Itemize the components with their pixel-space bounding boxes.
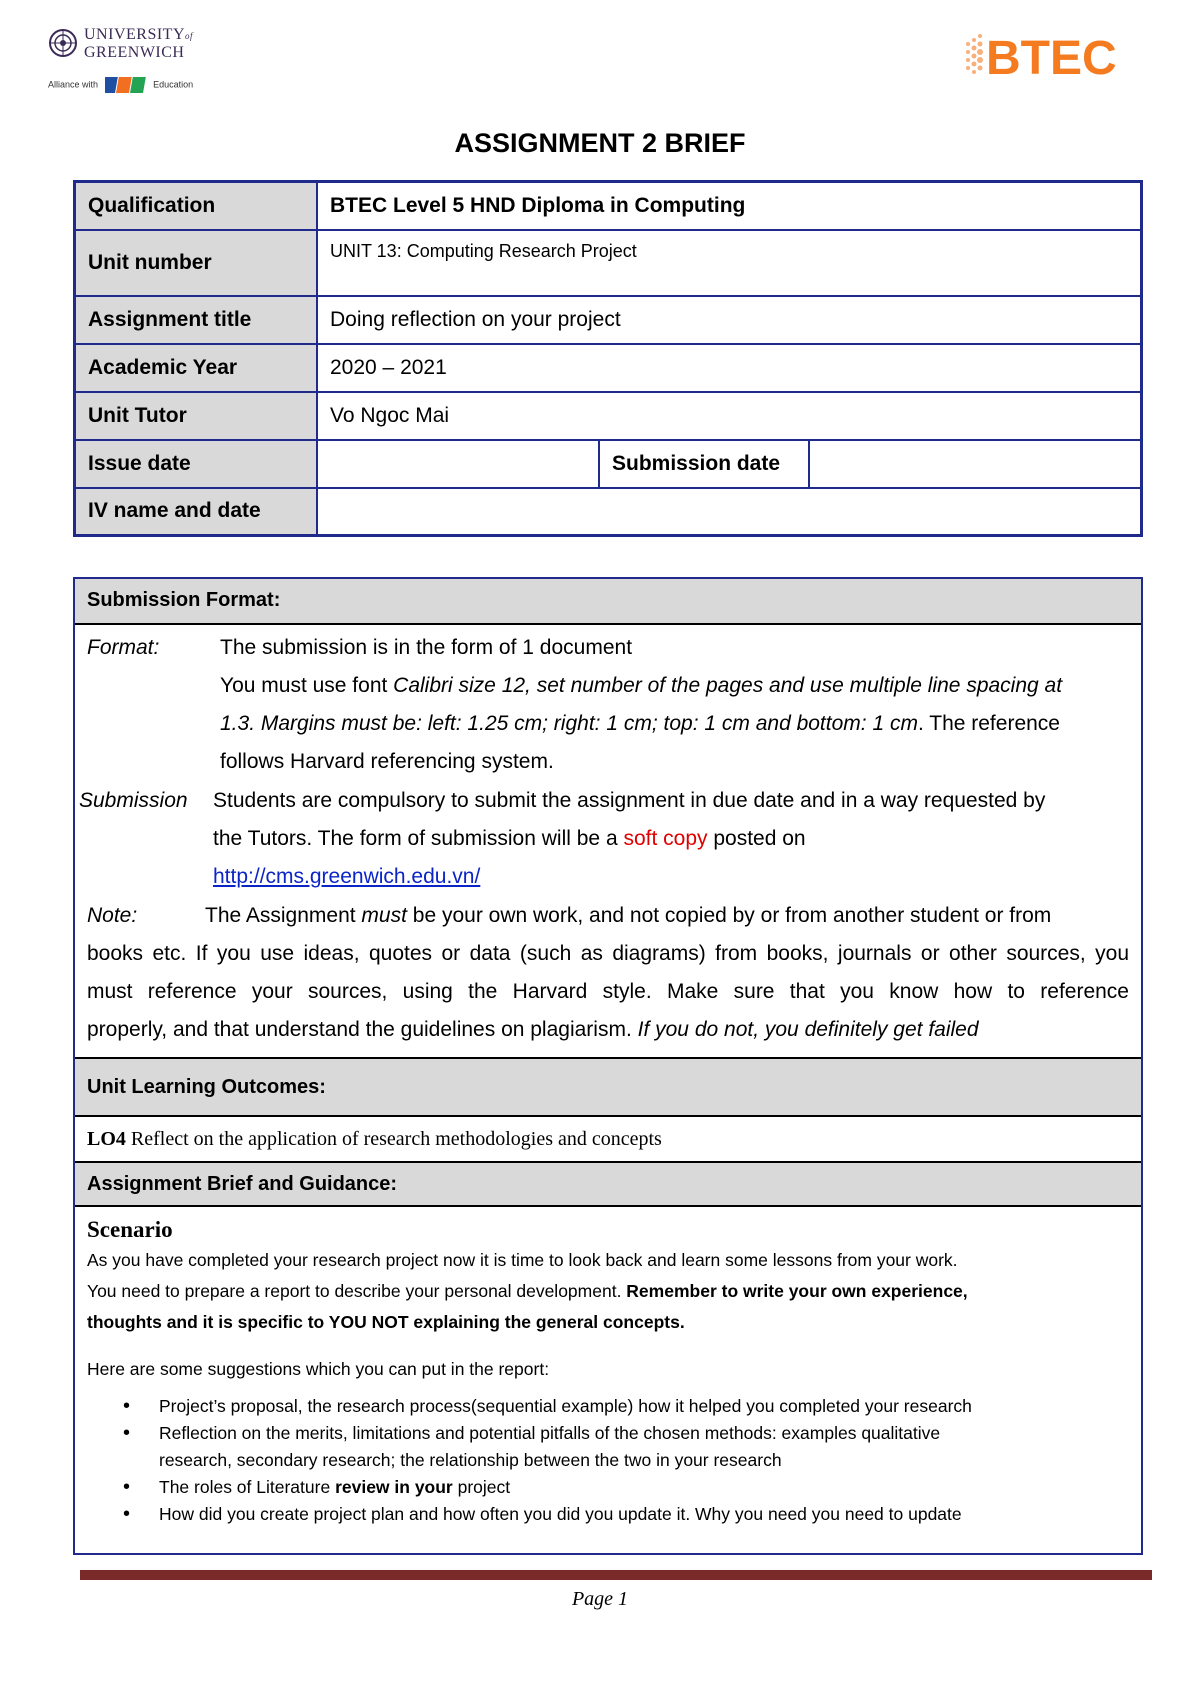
scenario-para-1: As you have completed your research project now it is time to look back and learn some lessons from your work. <box>87 1250 958 1270</box>
submission-section <box>73 577 1143 1555</box>
issue-date-label: Issue date <box>75 440 318 488</box>
iv-name-label: IV name and date <box>75 488 318 536</box>
table-row <box>75 182 1142 230</box>
university-name-line2: GREENWICH <box>84 44 185 61</box>
iv-name-value <box>317 488 1142 536</box>
svg-text:BTEC: BTEC <box>986 32 1117 85</box>
assignment-brief-heading: Assignment Brief and Guidance: <box>75 1161 1141 1207</box>
format-line-3: 1.3. Margins must be: left: 1.25 cm; right: 1 cm; top: 1 cm and bottom: 1 cm. The reference <box>220 712 1060 735</box>
unit-tutor-value: Vo Ngoc Mai <box>317 392 1142 440</box>
unit-number-value: UNIT 13: Computing Research Project <box>317 230 1142 296</box>
assignment-title-value: Doing reflection on your project <box>317 296 1142 344</box>
table-row <box>75 344 1142 392</box>
issue-date-value <box>317 440 599 488</box>
list-item: • Reflection on the merits, limitations and potential pitfalls of the chosen methods: examples qualitative research, secondary research; the relationship between the two in your research <box>159 1420 1129 1474</box>
table-row <box>75 392 1142 440</box>
note-label: Note: <box>87 904 138 927</box>
alliance-prefix: Alliance with <box>48 79 99 90</box>
table-row <box>75 296 1142 344</box>
cms-link[interactable]: http://cms.greenwich.edu.vn/ <box>213 865 481 888</box>
university-seal-icon <box>48 28 78 58</box>
format-line-2: You must use font Calibri size 12, set number of the pages and use multiple line spacing at <box>220 674 1063 697</box>
btec-logo <box>960 26 1160 86</box>
table-row <box>75 230 1142 296</box>
submission-line-1: Students are compulsory to submit the assignment in due date and in a way requested by <box>213 789 1046 812</box>
scenario-section <box>75 1207 1141 1528</box>
list-item: • Project’s proposal, the research process(sequential example) how it helped you completed your research <box>159 1393 1129 1420</box>
learning-outcome-lo4: LO4 Reflect on the application of research methodologies and concepts <box>87 1128 662 1150</box>
submission-line-2: the Tutors. The form of submission will be a soft copy posted on <box>213 827 806 850</box>
soft-copy-highlight: soft copy <box>623 827 708 850</box>
note-line-1: The Assignment must be your own work, and not copied by or from another student or from <box>205 904 1052 927</box>
format-label: Format: <box>87 636 160 659</box>
page-title: ASSIGNMENT 2 BRIEF <box>454 128 746 158</box>
format-line-4: follows Harvard referencing system. <box>220 750 554 773</box>
scenario-para-3: thoughts and it is specific to YOU NOT explaining the general concepts. <box>87 1312 685 1332</box>
qualification-value: BTEC Level 5 HND Diploma in Computing <box>317 182 1142 230</box>
submission-format-body <box>75 625 1141 1057</box>
fpt-alliance <box>48 76 193 94</box>
list-item: • The roles of Literature review in your project <box>159 1474 1129 1501</box>
university-of-greenwich-logo <box>48 24 208 94</box>
unit-tutor-label: Unit Tutor <box>75 392 318 440</box>
table-row <box>75 488 1142 536</box>
list-item: • How did you create project plan and how often you did you update it. Why you need you need to update <box>159 1501 1129 1528</box>
page-number: Page 1 <box>571 1588 629 1610</box>
note-line-3: must reference your sources, using the Harvard style. Make sure that you know how to reference <box>87 980 1129 1003</box>
assignment-title-label: Assignment title <box>75 296 318 344</box>
submission-label: Submission <box>79 789 188 812</box>
footer-divider <box>80 1570 1152 1580</box>
learning-outcomes-heading: Unit Learning Outcomes: <box>75 1057 1141 1117</box>
table-row <box>75 440 1142 488</box>
submission-format-heading: Submission Format: <box>75 579 1141 625</box>
submission-date-label: Submission date <box>599 440 809 488</box>
university-name-line1: UNIVERSITYof <box>84 26 194 43</box>
unit-number-label: Unit number <box>75 230 318 296</box>
submission-date-value <box>809 440 1142 488</box>
academic-year-value: 2020 – 2021 <box>317 344 1142 392</box>
fpt-logo-icon <box>105 76 147 94</box>
academic-year-label: Academic Year <box>75 344 318 392</box>
format-line-1: The submission is in the form of 1 document <box>220 636 633 659</box>
qualification-label: Qualification <box>75 182 318 230</box>
scenario-title: Scenario <box>87 1217 173 1242</box>
suggestions-intro: Here are some suggestions which you can put in the report: <box>87 1359 550 1379</box>
alliance-suffix: Education <box>153 79 194 90</box>
note-line-4: properly, and that understand the guidelines on plagiarism. If you do not, you definitely get failed <box>87 1018 979 1041</box>
suggestions-list <box>87 1393 1129 1528</box>
assignment-meta-table <box>73 180 1143 537</box>
note-line-2: books etc. If you use ideas, quotes or data (such as diagrams) from books, journals or other sources, you <box>87 942 1129 965</box>
scenario-para-2: You need to prepare a report to describe your personal development. Remember to write your own experience, <box>87 1281 968 1301</box>
